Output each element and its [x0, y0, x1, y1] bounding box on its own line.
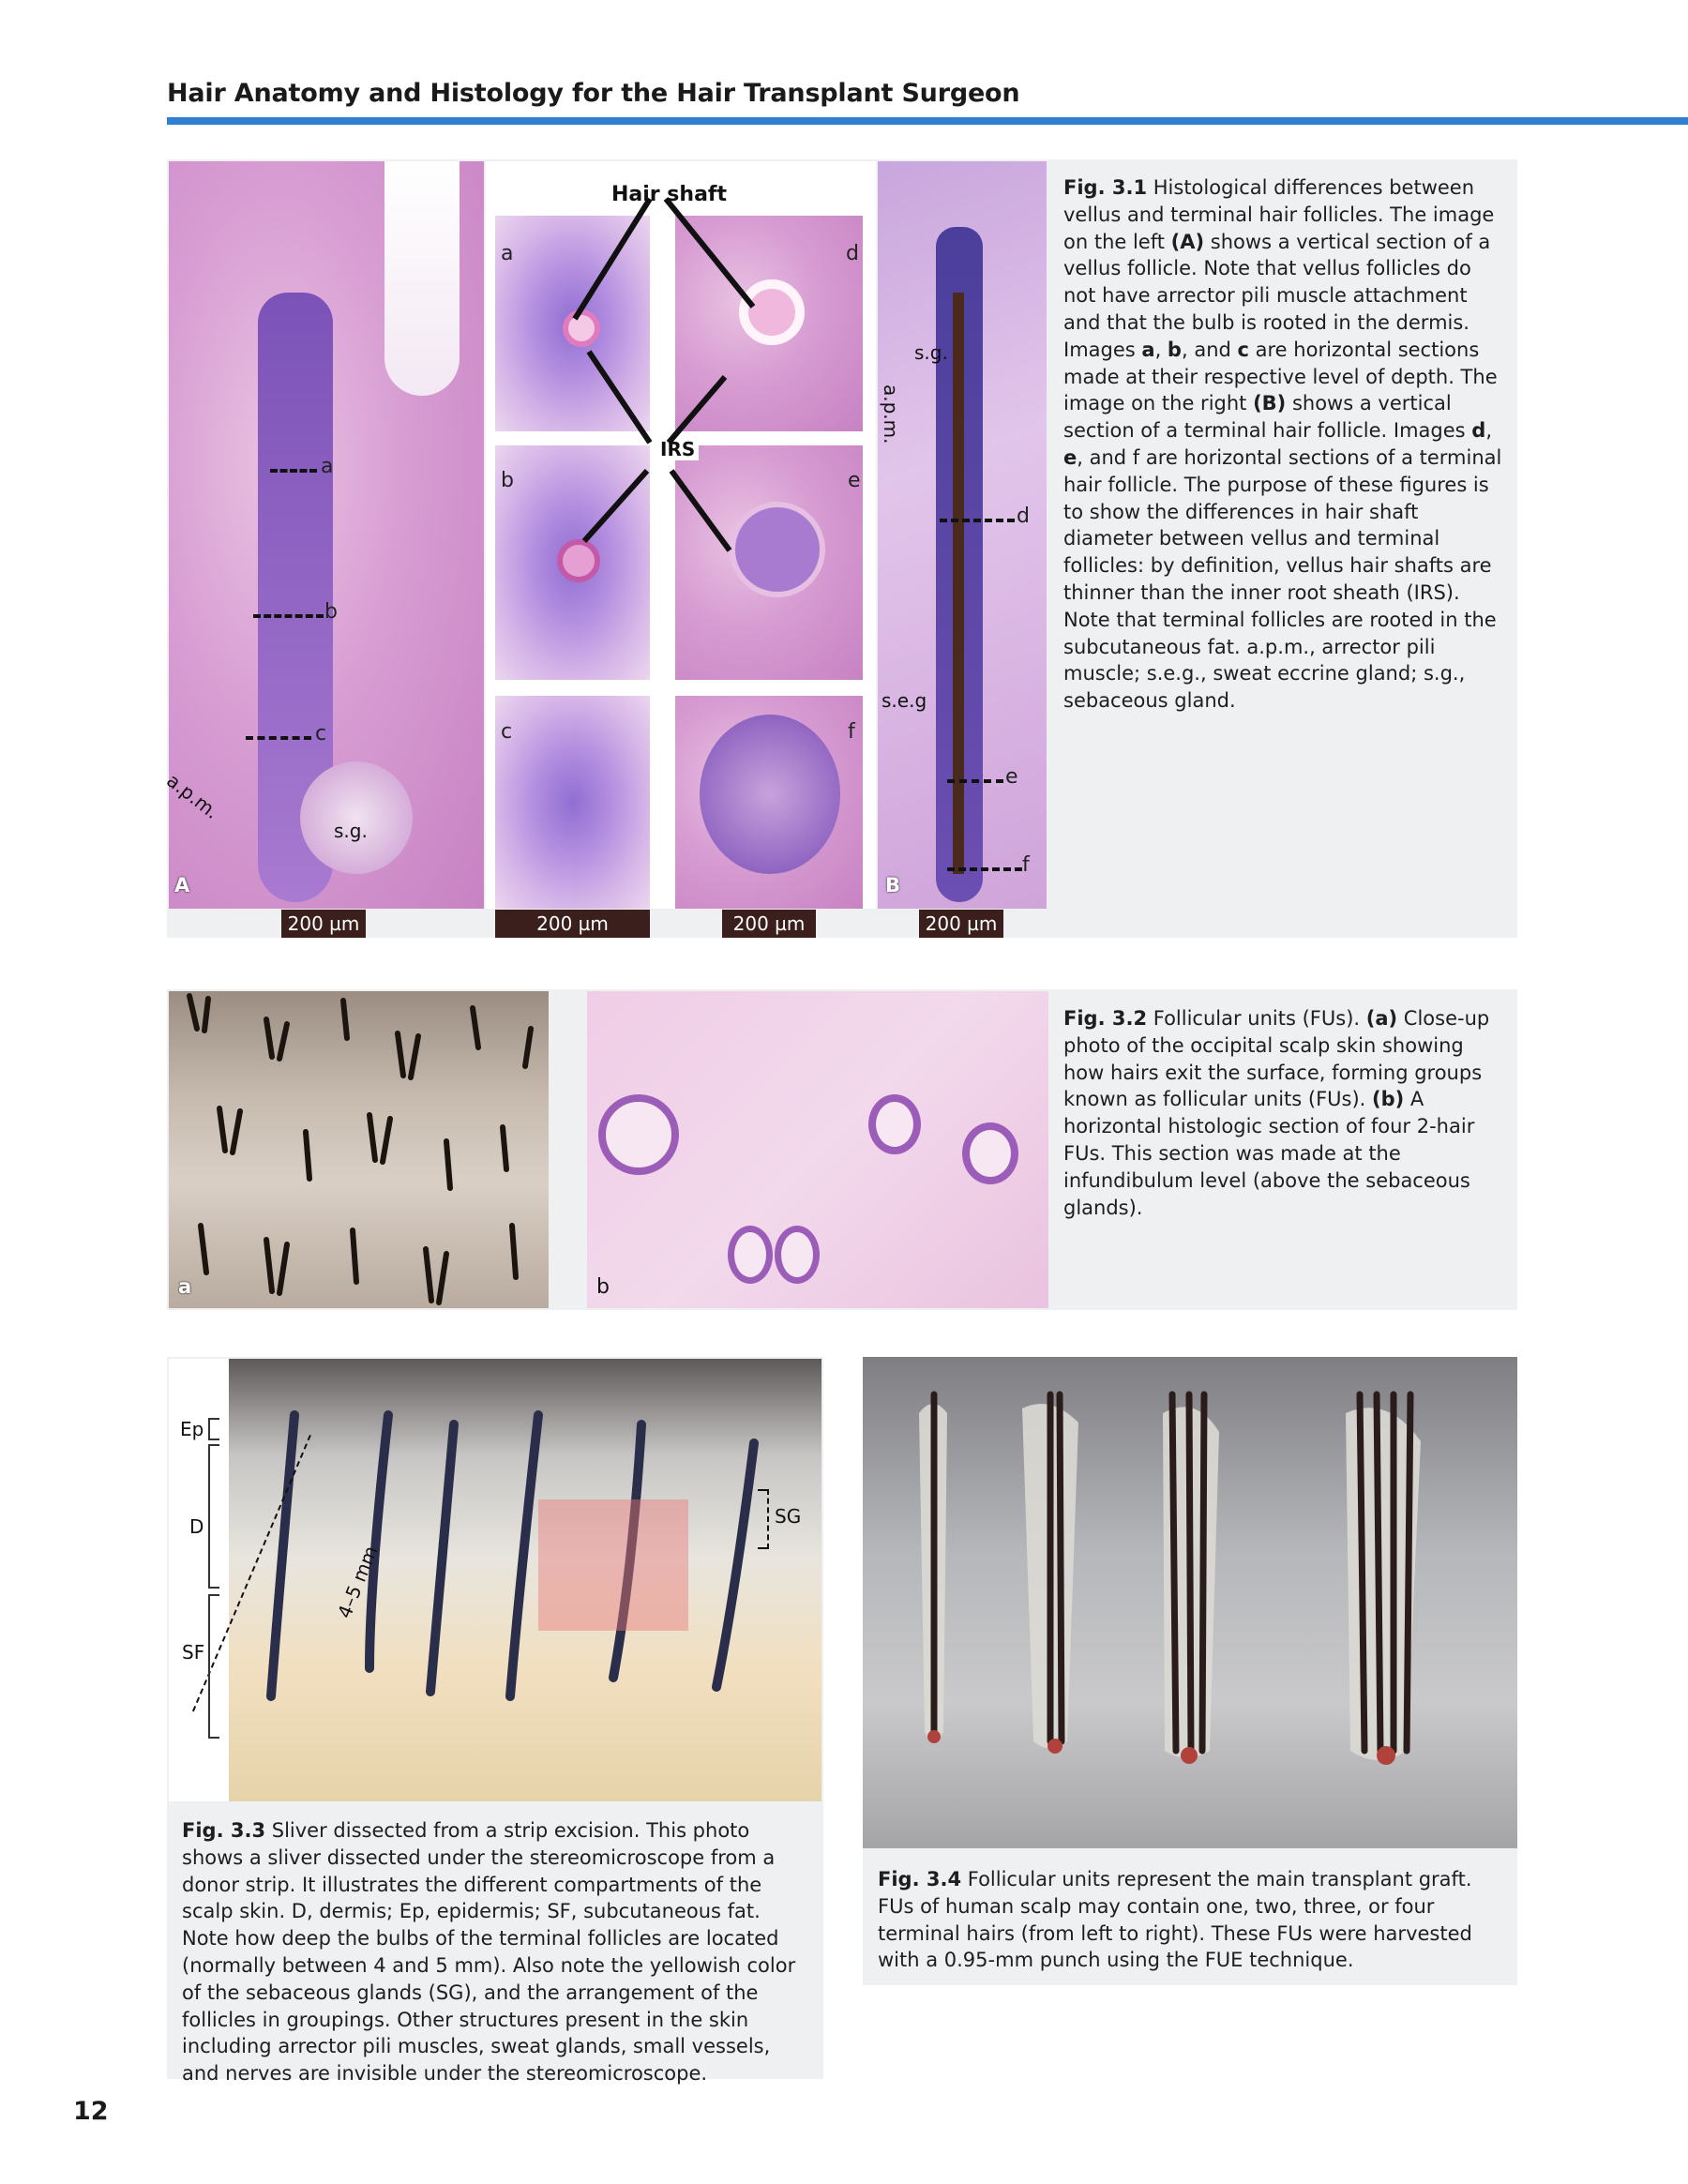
level-line-f [947, 867, 1022, 871]
caption-fig-3-4 [878, 1866, 1506, 1974]
caption-fig-3-1 [1063, 174, 1504, 715]
label-sg: SG [775, 1505, 802, 1528]
bracket-ep [208, 1418, 219, 1440]
label-depth: 4–5 mm [333, 1543, 383, 1621]
caption-fig-3-3 [182, 1817, 810, 2087]
level-line-e [947, 779, 1003, 783]
caption-text: A horizontal histologic section of four 2-hair FUs. This section was made at the infundibulum level (above the sebaceous glands). [1063, 1088, 1475, 1219]
label-irs: IRS [656, 438, 699, 460]
running-header: Hair Anatomy and Histology for the Hair Transplant Surgeon [167, 79, 1020, 108]
caption-label: Fig. 3.1 [1063, 176, 1148, 199]
label-sg-left: s.g. [334, 820, 368, 842]
caption-ref-a: (a) [1365, 1007, 1398, 1030]
level-label-c: c [315, 722, 327, 746]
level-label-e: e [1005, 765, 1018, 789]
fu-4 [775, 1226, 820, 1284]
caption-text: Follicular units represent the main transplant graft. FUs of human scalp may contain one, two, three, or four terminal hairs (from left to right). These FUs were harvested with a 0.95-mm punch using the FUE technique. [878, 1868, 1472, 1972]
caption-text: shows a vertical section of a terminal hair follicle. Images [1063, 392, 1472, 443]
fu-2a [868, 1094, 921, 1154]
page-number: 12 [73, 2097, 109, 2126]
terminal-hair-shaft [953, 293, 964, 874]
caption-text: Histological differences between vellus and terminal hair follicles. The image on the left [1063, 176, 1495, 253]
label-B: B [885, 874, 901, 896]
label-A: A [174, 874, 190, 896]
section-label-b: b [501, 469, 514, 492]
section-label-f: f [848, 720, 855, 744]
micrograph-vellus-vertical [169, 161, 484, 909]
level-label-d: d [1017, 505, 1030, 528]
photo-sliver [229, 1359, 821, 1801]
fu-3 [728, 1226, 773, 1284]
caption-ref-b: b [1167, 338, 1182, 361]
bracket-sf [208, 1594, 219, 1739]
caption-label: Fig. 3.3 [182, 1819, 266, 1842]
section-label-e: e [848, 469, 861, 492]
caption-ref-b: (b) [1372, 1088, 1405, 1111]
caption-text: , and f are horizontal sections of a terminal hair follicle. The purpose of these figures is to show the differences in hair shaft diameter between vellus and terminal follicles: by definition, vellus hair shafts are thinner than the inner root sheath (IRS). Note that terminal follicles are rooted in the subcutaneous fat. a.p.m., arrector pili muscle; s.e.g., sweat eccrine gland; s.g., sebaceous gland. [1063, 445, 1502, 713]
level-line-c [246, 736, 311, 740]
caption-text: Follicular units (FUs). [1147, 1007, 1366, 1030]
photo-label-b: b [596, 1275, 610, 1299]
label-ep: Ep [180, 1418, 204, 1440]
photo-scalp-closeup [169, 991, 549, 1308]
caption-text: are horizontal sections made at their respective level of depth. The image on the right [1063, 338, 1498, 415]
level-line-b [253, 614, 324, 618]
caption-label: Fig. 3.2 [1063, 1007, 1148, 1030]
level-label-a: a [321, 455, 334, 478]
caption-text: Sliver dissected from a strip excision. This photo shows a sliver dissected under the stereomicroscope from a donor strip. It illustrates the different compartments of the scalp skin. D, dermis; Ep, epidermis; SF, subcutaneous fat. Note how deep the bulbs of the terminal follicles are located (normally between 4 and 5 mm). Also note the yellowish color of the sebaceous glands (SG), and the arrangement of the follicles in groupings. Other structures present in the skin including arrector pili muscles, sweat glands, small vessels, and nerves are invisible under the stereomicroscope. [182, 1819, 796, 2086]
sliver-follicles [229, 1359, 821, 1801]
caption-label: Fig. 3.4 [878, 1868, 962, 1890]
label-apm-right: a.p.m. [880, 384, 902, 444]
scalebar-4: 200 µm [919, 910, 1003, 938]
epidermis-fold-shape [384, 161, 460, 396]
pointer-arrows [486, 161, 876, 909]
caption-text: Close-up photo of the occipital scalp skin showing how hairs exit the surface, forming groups known as follicular units (FUs). [1063, 1007, 1490, 1111]
section-label-a: a [501, 242, 514, 265]
micrograph-fu-horizontal [587, 991, 1048, 1308]
graft-shapes [863, 1357, 1517, 1848]
caption-ref-B: (B) [1253, 392, 1287, 415]
scalp-hairs [169, 991, 549, 1308]
photo-label-a: a [178, 1275, 192, 1298]
label-sf: SF [182, 1641, 205, 1664]
photo-grafts [863, 1357, 1517, 1848]
header-rule [167, 117, 1688, 125]
level-line-d [940, 519, 1015, 522]
label-d: D [189, 1515, 204, 1538]
caption-text: , [1485, 419, 1493, 443]
fu-2b [962, 1122, 1018, 1184]
label-apm-left: a.p.m. [162, 769, 224, 824]
caption-fig-3-2 [1063, 1005, 1504, 1221]
caption-ref-d: d [1471, 419, 1486, 443]
level-line-a [270, 469, 317, 473]
bracket-d [208, 1444, 219, 1589]
label-seg: s.e.g [882, 689, 927, 712]
label-hair-shaft: Hair shaft [611, 183, 727, 206]
caption-ref-e: e [1063, 445, 1078, 469]
caption-ref-A: (A) [1170, 230, 1205, 253]
label-sg-right: s.g. [914, 341, 948, 364]
section-label-d: d [846, 242, 859, 265]
level-label-f: f [1022, 853, 1030, 877]
bracket-sg [758, 1489, 769, 1549]
caption-text: , [1154, 338, 1168, 361]
caption-text: shows a vertical section of a vellus follicle. Note that vellus follicles do not have arrector pili muscle attachment and that the bulb is rooted in the dermis. Images [1063, 230, 1491, 361]
scalebar-3: 200 µm [722, 910, 816, 938]
caption-ref-c: c [1237, 338, 1249, 361]
caption-text: , and [1181, 338, 1238, 361]
fu-1 [598, 1094, 679, 1175]
micrograph-terminal-vertical [878, 161, 1047, 909]
sebaceous-gland-shape [300, 761, 413, 874]
level-label-b: b [324, 600, 338, 624]
caption-ref-a: a [1141, 338, 1155, 361]
section-label-c: c [501, 720, 513, 744]
scalebar-1: 200 µm [281, 910, 366, 938]
scalebar-2: 200 µm [495, 910, 650, 938]
